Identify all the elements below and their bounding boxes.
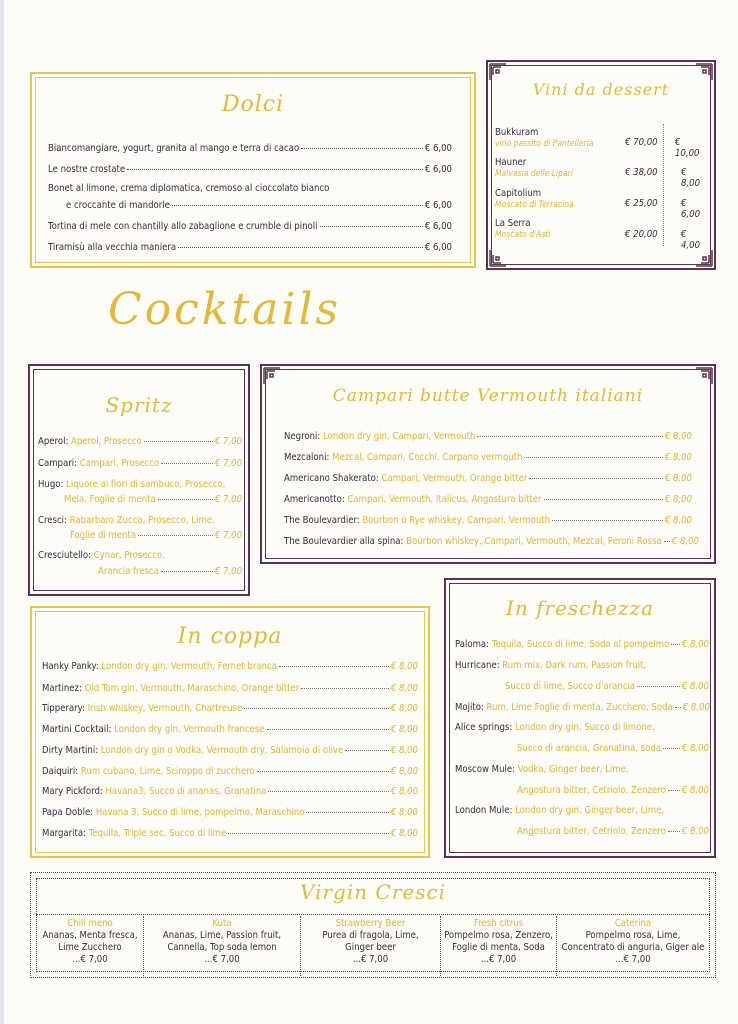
list-item: Arancia fresca € 7,00 <box>98 566 242 577</box>
coppa-title: In coppa <box>177 624 283 649</box>
corner-ornament-icon <box>263 367 281 385</box>
cocktails-title: Cocktails <box>108 284 342 335</box>
list-item: Martinez: Old Tom gin, Vermouth, Maraschino, Orange bitter € 8,00 <box>42 683 418 694</box>
freschezza-title: In freschezza <box>505 596 655 620</box>
list-item: Strawberry Beer Purea di fragola, Lime, Ginger beer ...€ 7,00 <box>322 918 419 965</box>
corner-ornament-icon <box>695 367 713 385</box>
corner-ornament-icon <box>489 249 507 267</box>
list-item: Hauner Malvasia delle Lipari € 38,00 € 8,00 <box>495 157 701 189</box>
list-item: The Boulevardier: Bourbon o Rye whiskey, Campari, Vermouth € 8,00 <box>284 515 692 526</box>
list-item: The Boulevardier alla spina: Bourbon whiskey, Campari, Vermouth, Mezcal, Peroni Rossa € 8,00 <box>284 536 699 547</box>
list-item: Biancomangiare, yogurt, granita al mango e terra di cacao € 6,00 <box>48 143 452 154</box>
list-item: Succo di lime, Succo d'arancia € 8,00 <box>505 681 709 692</box>
freschezza-section <box>444 578 716 858</box>
campari-title: Campari butte Vermouth italiani <box>332 386 644 406</box>
list-item: Negroni: London dry gin, Campari, Vermouth € 8,00 <box>284 431 692 442</box>
corner-ornament-icon <box>489 63 507 81</box>
list-item: Bonet al limone, crema diplomatica, cremoso al cioccolato bianco <box>48 183 330 194</box>
list-item: Tiramisù alla vecchia maniera € 6,00 <box>48 242 452 253</box>
list-item: Succo di arancia, Granatina, soda € 8,00 <box>517 743 709 754</box>
list-item: Caterina Pompelmo rosa, Lime, Concentrato di anguria, Giger ale ...€ 7,00 <box>561 918 705 965</box>
spritz-title: Spritz <box>105 393 173 417</box>
list-item: Mary Pickford: Havana3, Succo di ananas, Granatina € 8,00 <box>42 786 418 797</box>
list-item: Chili meno Ananas, Menta fresca, Lime Zucchero ...€ 7,00 <box>42 918 138 965</box>
list-item: Papa Doble: Havana 3, Succo di lime, pompelmo, Maraschino € 8,00 <box>42 807 418 818</box>
dolci-title: Dolci <box>221 92 285 117</box>
list-item: Foglie di menta € 7,00 <box>70 530 242 541</box>
virgin-title: Virgin Cresci <box>299 880 447 904</box>
list-item: Hanky Panky: London dry gin, Vermouth, Fernet branca € 8,00 <box>42 661 418 672</box>
list-item: London Mule: London dry gin, Ginger beer, Lime, <box>455 805 665 816</box>
list-item: Cresci: Rabarbaro Zucca, Prosecco, Lime, <box>38 515 215 526</box>
list-item: Hugo: Liquore ai fiori di sambuco, Prosecco, <box>38 479 226 490</box>
corner-ornament-icon <box>695 249 713 267</box>
list-item: La Serra Moscato d'Asti € 20,00 € 4,00 <box>495 218 701 251</box>
list-item: Kuta Ananas, Lime, Passion fruit, Cannella, Top soda lemon ...€ 7,00 <box>162 918 282 965</box>
vini-title: Vini da dessert <box>532 80 670 99</box>
list-item: e croccante di mandorle € 6,00 <box>66 200 452 211</box>
list-item: Hurricane: Rum mix, Dark rum, Passion fruit, <box>455 660 647 671</box>
list-item: Americanotto: Campari, Vermouth, Italicus, Angostura bitter € 8,00 <box>284 494 692 505</box>
virgin-rule <box>36 914 710 915</box>
list-item: Mezcaloni: Mezcal, Campari, Cocchi, Carpano vermouth € 8,00 <box>284 452 692 463</box>
list-item: Tortina di mele con chantilly allo zabaglione e crumble di pinoli € 6,00 <box>48 221 452 232</box>
list-item: Alice springs: London dry gin, Succo di limone, <box>455 722 655 733</box>
list-item: Mela, Foglie di menta € 7,00 <box>64 494 242 505</box>
list-item: Margarita: Tequila, Triple sec, Succo di lime € 8,00 <box>42 828 418 839</box>
list-item: Campari: Campari, Prosecco € 7,00 <box>38 458 242 469</box>
list-item: Le nostre crostate € 6,00 <box>48 164 452 175</box>
list-item: Americano Shakerato: Campari, Vermouth, Orange bitter € 8,00 <box>284 473 692 484</box>
list-item: Martini Cocktail: London dry gin, Vermouth francese € 8,00 <box>42 724 418 735</box>
list-item: Aperol: Aperol, Prosecco € 7,00 <box>38 436 242 447</box>
list-item: Capitolium Moscato di Terracina € 25,00 € 6,00 <box>495 188 701 220</box>
list-item: Cresciutello: Cynar, Prosecco, <box>38 550 165 561</box>
list-item: Daiquiri: Rum cubano, Lime, Sciroppo di zucchero € 8,00 <box>42 766 418 777</box>
list-item: Paloma: Tequila, Succo di lime, Soda al pompelmo € 8,00 <box>455 639 709 650</box>
list-item: Fresh citrus Pompelmo rosa, Zenzero, Foglie di menta, Soda ...€ 7,00 <box>444 918 553 965</box>
list-item: Mojito: Rum, Lime Foglie di menta, Zucchero, Soda € 8,00 <box>455 702 710 713</box>
corner-ornament-icon <box>695 63 713 81</box>
list-item: Tipperary: Irish whiskey, Vermouth, Chartreuse € 8,00 <box>42 703 418 714</box>
list-item: Angostura bitter, Cetriolo, Zenzero € 8,00 <box>517 785 709 796</box>
list-item: Dirty Martini: London dry gin o Vodka, Vermouth dry, Salamoia di olive € 8,00 <box>42 745 418 756</box>
list-item: Angostura bitter, Cetriolo, Zenzero € 8,00 <box>517 826 709 837</box>
page-edge <box>0 0 4 1024</box>
list-item: Bukkuram vino passito di Pantelleria € 70,00 € 10,00 <box>495 127 700 159</box>
list-item: Moscow Mule: Vodka, Ginger beer, Lime, <box>455 764 629 775</box>
